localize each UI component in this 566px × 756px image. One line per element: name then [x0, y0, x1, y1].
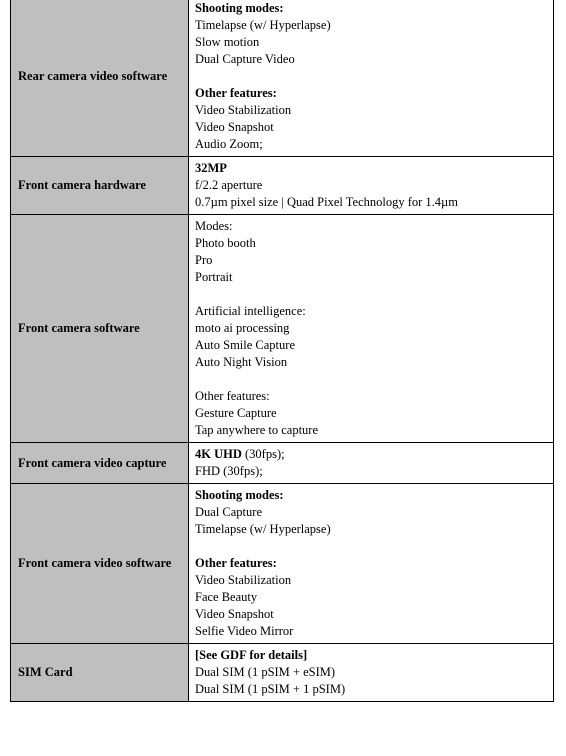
- spec-line: FHD (30fps);: [195, 464, 263, 478]
- spec-row-value: [189, 644, 554, 702]
- spec-row: [11, 0, 554, 157]
- spec-table-body: [11, 0, 554, 702]
- spec-row-label: SIM Card: [11, 644, 189, 702]
- blank-line: [195, 68, 553, 85]
- spec-line: [195, 446, 553, 463]
- spec-line: Video Snapshot: [195, 607, 274, 621]
- spec-row: [11, 215, 554, 443]
- spec-line: Dual Capture Video: [195, 52, 295, 66]
- spec-line: Shooting modes:: [195, 1, 284, 15]
- spec-line: Other features:: [195, 389, 270, 403]
- spec-line: Auto Smile Capture: [195, 338, 295, 352]
- spec-line: Slow motion: [195, 35, 260, 49]
- spec-line: Audio Zoom;: [195, 137, 263, 151]
- spec-line: Video Snapshot: [195, 120, 274, 134]
- spec-row-label: Front camera hardware: [11, 157, 189, 215]
- spec-line: Video Stabilization: [195, 573, 292, 587]
- spec-line: 32MP: [195, 161, 227, 175]
- spec-line: [See GDF for details]: [195, 648, 308, 662]
- spec-row: [11, 157, 554, 215]
- spec-line: Selfie Video Mirror: [195, 624, 294, 638]
- spec-row-value: [189, 0, 554, 157]
- spec-row-value: [189, 157, 554, 215]
- spec-line: moto ai processing: [195, 321, 290, 335]
- spec-line: Modes:: [195, 219, 233, 233]
- spec-line: Timelapse (w/ Hyperlapse): [195, 522, 331, 536]
- spec-table: [10, 0, 554, 702]
- spec-line-part: 4K UHD: [195, 447, 242, 461]
- spec-line: Dual Capture: [195, 505, 262, 519]
- spec-row: [11, 443, 554, 484]
- spec-line: Gesture Capture: [195, 406, 277, 420]
- blank-line: [195, 286, 553, 303]
- spec-row: [11, 484, 554, 644]
- spec-row-value: [189, 484, 554, 644]
- spec-line: Shooting modes:: [195, 488, 284, 502]
- spec-row-value: [189, 215, 554, 443]
- spec-line: Video Stabilization: [195, 103, 292, 117]
- blank-line: [195, 371, 553, 388]
- blank-line: [195, 538, 553, 555]
- spec-line: Other features:: [195, 86, 277, 100]
- spec-line: f/2.2 aperture: [195, 178, 263, 192]
- spec-line: Pro: [195, 253, 213, 267]
- spec-line: Dual SIM (1 pSIM + 1 pSIM): [195, 682, 346, 696]
- spec-line: Tap anywhere to capture: [195, 423, 319, 437]
- spec-line: 0.7µm pixel size | Quad Pixel Technology for 1.4µm: [195, 195, 458, 209]
- spec-line: Artificial intelligence:: [195, 304, 306, 318]
- spec-line: Auto Night Vision: [195, 355, 288, 369]
- spec-line: Dual SIM (1 pSIM + eSIM): [195, 665, 336, 679]
- spec-row-label: Rear camera video software: [11, 0, 189, 157]
- spec-line: Portrait: [195, 270, 233, 284]
- spec-row-label: Front camera video software: [11, 484, 189, 644]
- spec-line: Face Beauty: [195, 590, 258, 604]
- spec-row-label: Front camera software: [11, 215, 189, 443]
- spec-line: Other features:: [195, 556, 277, 570]
- spec-row-label: Front camera video capture: [11, 443, 189, 484]
- spec-line-part: (30fps);: [241, 447, 285, 461]
- spec-row-value: [189, 443, 554, 484]
- spec-row: [11, 644, 554, 702]
- spec-line: Photo booth: [195, 236, 256, 250]
- spec-line: Timelapse (w/ Hyperlapse): [195, 18, 331, 32]
